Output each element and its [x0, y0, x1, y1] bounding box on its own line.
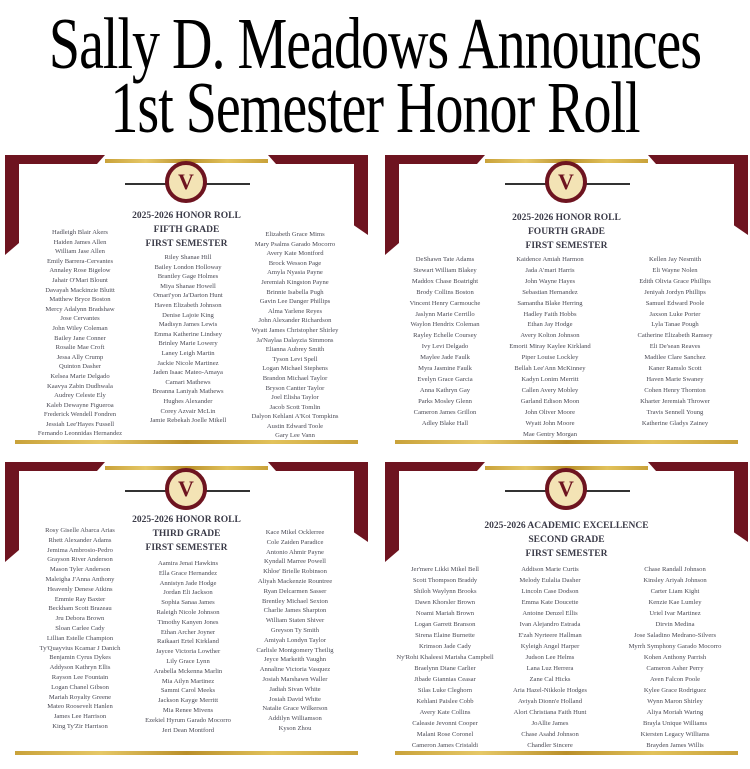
logo-letter: V: [178, 169, 194, 194]
student-name: Hadley Faith Hobbs: [523, 310, 577, 318]
frame-corner-left: [385, 155, 485, 164]
student-name: Haven Marie Swaney: [646, 375, 704, 383]
student-name: John Wiley Coleman: [52, 324, 108, 332]
panel-heading: 2025-2026 HONOR ROLL: [512, 213, 621, 223]
student-name: Kyndall Marree Powell: [264, 558, 326, 566]
panel-heading: 2025-2026 HONOR ROLL: [132, 211, 241, 221]
student-name: Ella Grace Hernandez: [158, 569, 218, 577]
student-name: Bellah Lee'Ann McKinney: [514, 365, 586, 373]
student-name: Lincoln Case Dodson: [521, 588, 579, 595]
student-name: Jaslynn Marie Cerrillo: [415, 310, 475, 318]
student-name: Maddox Chase Boatright: [411, 277, 479, 285]
student-name: Heavenly Denese Atkins: [47, 585, 113, 593]
honor-roll-panel: [5, 155, 368, 448]
student-name: Rhett Alexander Adams: [48, 536, 112, 544]
student-name: Kenzie Kae Lumley: [648, 599, 702, 606]
student-name: Alma Yarlene Reyes: [267, 307, 323, 315]
student-name: Elianna Aubrey Smith: [265, 346, 325, 354]
student-name: Natalie Grace Wilkerson: [262, 705, 328, 713]
student-name: Anna Kathryn Gay: [419, 386, 471, 394]
school-logo: [545, 468, 587, 510]
student-name: John Wayne Hayes: [524, 277, 576, 285]
student-name: Logan Michael Stephens: [262, 365, 328, 373]
student-name: Khloe' Brielle Robinson: [263, 568, 327, 576]
student-name: Emily Barrera-Cervantes: [46, 257, 114, 265]
name-column: [480, 255, 620, 440]
student-name: Brinley Marie Lowery: [158, 340, 218, 348]
student-name: Arabella Mckenna Marlin: [153, 667, 223, 675]
student-name: Piper Louise Lockley: [521, 354, 579, 362]
student-name: Annistyn Jade Hodge: [159, 579, 217, 587]
student-name: Amiyah Londyn Taylor: [263, 636, 327, 644]
student-name: John Alexander Richardson: [258, 317, 332, 325]
student-name: Myra Jasmine Faulk: [418, 365, 472, 373]
student-name: Sophia Sanaa James: [161, 599, 215, 607]
gold-bottom-bar: [15, 751, 358, 755]
student-name: Brock Wesson Page: [268, 259, 322, 267]
student-name: Jackson Kayge Merritt: [157, 697, 219, 705]
student-name: Emma Katherine Lindsey: [154, 330, 222, 338]
student-name: Chandler Sincere: [527, 742, 573, 749]
student-name: Emma Kate Doucette: [521, 599, 579, 606]
student-name: Kellen Jay Nesmith: [648, 256, 701, 263]
school-logo: [165, 468, 207, 510]
student-name: Callen Avery Mobley: [521, 386, 579, 394]
headline-line-1: Sally D. Meadows Announces: [48, 4, 702, 85]
student-name: Myrrh Symphony Garado Mocorro: [628, 643, 722, 650]
frame-corner-left: [385, 155, 399, 255]
student-name: Jordan Eli Jackson: [163, 589, 213, 597]
student-name: Ty'Quayvius Kcamar J Danich: [39, 644, 121, 652]
student-name: Jaden Isaac Mateo-Amaya: [153, 369, 223, 377]
panel-heading: FIRST SEMESTER: [145, 239, 228, 249]
student-name: Sloan Carlee Cady: [55, 624, 105, 632]
student-name: Josiah Marshawn Waller: [262, 675, 328, 683]
student-name: Kiersten Legacy Williams: [640, 731, 710, 738]
student-name: Kelsea Marie Delgado: [50, 372, 110, 380]
student-name: Kyson Zhou: [278, 724, 312, 732]
student-name: Mateo Roosevelt Hanlen: [47, 703, 113, 711]
student-name: Bailey Jane Conner: [54, 334, 106, 342]
student-name: Bryson Cantter Taylor: [265, 384, 325, 392]
student-name: Jaxson Luke Porter: [649, 310, 701, 318]
student-name: Corey Azvair McLin: [160, 407, 216, 415]
frame-corner-left: [385, 462, 485, 471]
student-name: John Oliver Moore: [524, 408, 576, 416]
frame-corner-right: [354, 155, 368, 235]
student-name: Joel Elisha Taylor: [271, 394, 319, 402]
student-name: Lillian Estelle Champion: [46, 634, 114, 642]
honor-roll-panel: [385, 462, 748, 769]
name-column: [480, 564, 620, 751]
frame-corner-right: [648, 462, 748, 471]
frame-corner-left: [385, 462, 399, 562]
student-name: Avery Kate Collins: [419, 709, 471, 716]
frame-corner-right: [268, 462, 368, 471]
student-name: Wynn Maron Shirley: [647, 698, 703, 705]
panel-heading: FOURTH GRADE: [528, 227, 605, 237]
student-name: Kace Mikel Ocklerree: [265, 529, 325, 536]
frame-corner-right: [648, 155, 748, 164]
student-name: Quinton Dasher: [59, 363, 101, 371]
student-name: Cole Zaiden Paradice: [266, 538, 324, 546]
student-name: Madisyn James Lewis: [158, 321, 218, 329]
student-name: Jose Cervantes: [60, 315, 100, 323]
student-name: Brayden James Willis: [646, 742, 704, 749]
headline-line-2: 1st Semester Honor Roll: [110, 68, 640, 149]
student-name: Addyson Kathryn Ellis: [49, 664, 111, 672]
student-name: Kehlani Paislee Cobb: [416, 698, 474, 705]
student-name: Kaidence Amiah Harmon: [516, 256, 584, 263]
student-name: Bailey London Holloway: [154, 263, 222, 271]
student-name: Jessiah Lee'Hayes Fussell: [45, 420, 115, 428]
student-name: Wyatt James Christopher Shirley: [251, 326, 339, 334]
student-name: Waylon Hendrix Coleman: [410, 321, 480, 329]
student-name: Aliya Moriah Waring: [646, 709, 704, 716]
student-name: Haiden James Allen: [53, 238, 107, 246]
student-name: Samuel Edward Poole: [645, 299, 705, 307]
student-name: Jru Debora Brown: [55, 615, 105, 623]
student-name: Josiah David White: [269, 695, 321, 703]
student-name: Jahair O'Mari Blount: [52, 276, 108, 284]
student-name: Jacob Scott Tomlin: [269, 403, 321, 411]
student-name: Gary Lee Vann: [275, 432, 315, 440]
student-name: Jer'mere Likki Mikel Bell: [410, 566, 480, 573]
student-name: Hughes Alexander: [163, 397, 213, 405]
student-name: Miya Shanae Howell: [160, 282, 216, 290]
student-name: Brinnie Isabella Pugh: [266, 288, 324, 296]
student-name: Mary Psalms Garado Mocorro: [254, 240, 336, 248]
student-name: Kyleigh Angel Harper: [520, 643, 580, 650]
student-name: Laney Leigh Martin: [161, 349, 215, 357]
student-name: Antonio Ahmir Payne: [266, 548, 324, 556]
student-name: Brody Collins Boston: [416, 288, 474, 296]
student-name: Dawn Khorsler Brown: [414, 599, 476, 606]
student-name: Emmie Ray Baxter: [54, 595, 106, 603]
student-name: Jada A'mari Harris: [525, 266, 575, 274]
student-name: Mae Gentry Morgan: [522, 430, 578, 438]
name-column: [225, 528, 365, 734]
student-name: Ja'Naylaa Dalayzia Simmons: [256, 336, 334, 344]
student-name: King Ty'Zir Harrison: [52, 722, 108, 730]
student-name: Amyla Nyasia Payne: [267, 269, 323, 277]
student-name: Eli Wayne Nolen: [652, 266, 698, 274]
student-name: Ethan Jay Hodge: [527, 321, 573, 329]
student-name: Uriel Ivar Martinez: [649, 610, 701, 617]
student-name: Matthew Bryce Boston: [49, 296, 111, 304]
school-logo: [545, 161, 587, 203]
student-name: Noami Mariah Brown: [415, 610, 475, 617]
student-name: Mason Tyler Anderson: [49, 566, 111, 574]
student-name: Rayson Lee Fountain: [51, 673, 109, 681]
student-name: Maylee Jade Faulk: [420, 354, 470, 362]
student-name: Sammi Carol Meeks: [160, 687, 216, 695]
panel-heading: 2025-2026 HONOR ROLL: [132, 515, 241, 525]
student-name: Annaley Rose Bigelow: [49, 267, 111, 275]
student-name: E'zah Nyrteere Hallman: [518, 632, 582, 639]
student-name: Kadyn Lonim Merritt: [521, 375, 579, 383]
student-name: Cameron James Cristaldi: [411, 742, 479, 749]
panel-heading: FIRST SEMESTER: [525, 549, 608, 559]
student-name: Ezekiel Hyrum Garado Mocorro: [145, 716, 231, 724]
student-name: Kaavya Zabin Dudhwala: [47, 382, 113, 390]
student-name: Travis Sennell Young: [646, 408, 704, 416]
student-name: Shiloh Waylynn Brooks: [413, 588, 477, 595]
logo-letter: V: [558, 169, 574, 194]
student-name: Frederick Wendell Fondren: [43, 411, 117, 419]
student-name: Brandon Michael Taylor: [262, 374, 328, 382]
student-name: Samantha Blake Herring: [517, 299, 583, 307]
student-name: Rosy Giselle Abarca Arias: [45, 527, 115, 534]
student-name: Jemima Ambrosio-Pedro: [47, 546, 113, 554]
student-name: Jeyce Markeith Vaughn: [263, 656, 327, 664]
student-name: Beckham Scott Brazeau: [48, 605, 112, 613]
student-name: Emorii Miray Kaylee Kirkland: [509, 343, 591, 351]
student-name: Breanna Laniyah Mathews: [152, 388, 224, 396]
student-name: Katherine Gladys Zainey: [641, 419, 709, 427]
student-name: Jaycee Victoria Lowther: [155, 648, 221, 656]
student-name: Rayley Echelle Coursey: [413, 332, 477, 340]
student-name: Melody Eulalia Dasher: [519, 577, 581, 584]
gold-bottom-bar: [395, 751, 738, 755]
student-name: Evelyn Grace Garcia: [417, 375, 473, 383]
student-name: Grayson River Anderson: [47, 556, 113, 564]
student-name: Caleasie Jevonni Cooper: [412, 720, 478, 727]
student-name: Jeremiah Kingston Payne: [261, 278, 329, 286]
student-name: Brentley Michael Sexton: [262, 597, 328, 605]
student-name: Vincent Henry Carmouche: [409, 299, 481, 307]
name-column: [225, 230, 365, 441]
student-name: Judson Lee Helms: [525, 654, 575, 661]
student-name: Sirena Elaine Burnette: [415, 632, 475, 639]
student-name: Jessa Ally Crump: [56, 353, 104, 361]
student-name: Parks Mosley Glenn: [418, 397, 472, 405]
student-name: Mariah Royalty Greene: [48, 693, 112, 701]
student-name: James Lee Harrison: [53, 713, 107, 721]
name-column: [605, 255, 745, 430]
student-name: JoAllie James: [531, 720, 569, 727]
student-name: Aviyah Dionn'e Holland: [517, 698, 583, 705]
student-name: Eli De'sean Reaves: [649, 343, 701, 351]
student-name: Jibade Giannias Ceasar: [414, 676, 476, 683]
panel-heading: 2025-2026 ACADEMIC EXCELLENCE: [484, 521, 649, 531]
student-name: Carlisle Montgomery Theilig: [256, 646, 334, 654]
student-name: Ny'Rohi Khaleesi Marisha Campbell: [396, 654, 494, 661]
student-name: DeShawn Tate Adams: [415, 256, 475, 263]
student-name: Lily Grace Lynn: [166, 657, 210, 665]
student-name: Austin Edward Toole: [266, 422, 324, 430]
student-name: Jadiah Sivan White: [269, 685, 321, 693]
student-name: Lyla Tanae Pough: [651, 321, 699, 329]
student-name: Jamie Rebekah Joelle Mikell: [149, 417, 227, 425]
student-name: William Staten Shiver: [265, 617, 325, 625]
name-column: [605, 564, 745, 751]
panel-heading: SECOND GRADE: [528, 535, 605, 545]
student-name: Gavin Lee Danger Phillips: [259, 298, 331, 306]
student-name: Audrey Celeste Ely: [54, 392, 106, 400]
student-name: Logan Chanel Gibson: [51, 683, 109, 691]
student-name: Ryan Delcarmen Sasser: [263, 587, 327, 595]
student-name: Omari'yon Ja'Darton Hunt: [153, 292, 223, 300]
student-name: Kinsley Ariyah Johnson: [643, 577, 707, 584]
student-name: Ivy Levi Delgado: [421, 343, 469, 351]
student-name: Wyatt John Moore: [525, 419, 575, 427]
student-name: Hadleigh Blair Akers: [51, 229, 109, 236]
student-name: Raleigh Nicole Johnson: [156, 608, 220, 616]
student-name: Dalyon Kehlani A'Koi Tompkins: [251, 413, 339, 421]
student-name: Charlie James Sharpton: [263, 607, 327, 615]
panel-heading: FIFTH GRADE: [153, 225, 220, 235]
student-name: Garland Edison Moon: [520, 397, 580, 405]
frame-corner-right: [734, 155, 748, 235]
student-name: Antoine Denzel Ellis: [522, 610, 578, 617]
student-name: Aven Falcon Poole: [649, 676, 701, 683]
student-name: Braelynn Diane Carlier: [414, 665, 476, 672]
logo-letter: V: [558, 476, 574, 501]
student-name: Chase Randall Johnson: [644, 566, 706, 573]
student-name: Madilee Clare Sanchez: [644, 354, 706, 362]
student-name: Silas Luke Cleghorn: [417, 687, 473, 694]
student-name: Adley Blake Hall: [421, 419, 469, 427]
student-name: Camari Mathews: [165, 378, 211, 386]
student-name: Elizabeth Grace Mims: [265, 231, 325, 238]
student-name: Lana Luz Herrera: [526, 665, 574, 672]
student-name: Dirvin Medina: [655, 621, 695, 628]
student-name: Timothy Kanyen Jones: [157, 618, 219, 626]
student-name: Stewart William Blakey: [413, 266, 477, 274]
student-name: Scott Thompson Braddy: [412, 577, 478, 584]
student-name: Ivan Alejandro Estrada: [519, 621, 581, 628]
student-name: Fernando Leonnidas Hernandez: [37, 430, 123, 438]
gold-bottom-bar: [395, 440, 738, 444]
student-name: Jose Saladino Medrano-Silvers: [633, 632, 717, 639]
student-name: Carter Liam Kight: [650, 588, 700, 595]
honor-roll-panel: [385, 155, 748, 448]
student-name: Avery Kate Montford: [266, 250, 324, 258]
frame-corner-left: [5, 462, 105, 471]
student-name: Zane Cal Hicks: [529, 676, 571, 683]
student-name: Mia Ailyn Martinez: [161, 677, 215, 685]
student-name: Cohen Henry Thornton: [644, 386, 706, 394]
student-name: Jeniyah Jordyn Phillips: [644, 288, 706, 296]
student-name: Brayla Unique Williams: [642, 720, 708, 727]
student-name: Catherine Elizabeth Ramsey: [637, 332, 713, 340]
student-name: Kaleb Dewayne Figueroa: [46, 401, 114, 409]
student-name: Chase Asahd Johnson: [521, 731, 579, 738]
student-name: Cameron James Grillon: [413, 408, 477, 416]
student-name: Jackie Nicole Martinez: [157, 359, 219, 367]
student-name: Raikaari Ertel Kirkland: [157, 638, 219, 646]
student-name: Jeri Dean Montford: [161, 726, 214, 734]
student-name: Maleigha J'Anna Anthony: [45, 575, 115, 583]
student-name: Logan Garrett Branson: [414, 621, 476, 628]
student-name: Kylee Grace Rodriguez: [643, 687, 707, 694]
logo-letter: V: [178, 476, 194, 501]
student-name: Addilyn Williamson: [268, 715, 322, 723]
student-name: Greyson Ty Smith: [270, 626, 320, 634]
student-name: Tyson Levi Spell: [272, 355, 318, 363]
student-name: Ethan Archer Joyner: [160, 628, 216, 636]
student-name: Annaline Victoria Vasquez: [259, 666, 331, 674]
student-name: William Jase Allen: [55, 248, 105, 256]
student-name: Benjamin Cyrus Dykes: [49, 654, 111, 662]
student-name: Davayah Mackinzie Bluitt: [45, 286, 115, 294]
student-name: Denise Lajoie King: [162, 311, 214, 319]
student-name: Avery Kolton Johnson: [520, 332, 580, 340]
student-name: Addison Marie Curtis: [521, 566, 579, 573]
honor-roll-panel: [5, 462, 368, 769]
student-name: Kaner Ramslo Scott: [648, 365, 702, 373]
student-name: Aliyah Mackenzie Rountree: [257, 577, 333, 585]
student-name: Sebastian Hernandez: [522, 288, 578, 296]
student-name: Kohen Anthony Parrish: [643, 654, 707, 661]
student-name: Mia Renee Mivens: [162, 706, 214, 714]
student-name: Rosalie Mae Croft: [55, 344, 105, 352]
student-name: Krimson Jade Cady: [418, 643, 471, 650]
panel-heading: THIRD GRADE: [152, 529, 221, 539]
school-logo: [165, 161, 207, 203]
student-name: Riley Shanae Hill: [164, 254, 212, 261]
student-name: Alori Christiana Faith Hunt: [513, 709, 587, 716]
student-name: Edith Olivia Grace Phillips: [639, 277, 711, 285]
frame-corner-right: [268, 155, 368, 164]
panel-heading: FIRST SEMESTER: [525, 241, 608, 251]
student-name: Kharter Jeremiah Thrower: [640, 397, 710, 405]
student-name: Cameron Asher Perry: [646, 665, 704, 672]
student-name: Aamira Jenai Hawkins: [157, 560, 219, 567]
student-name: Aria Hazel-Nikkole Hodges: [513, 687, 587, 694]
student-name: Brantley Gage Holmes: [157, 273, 219, 281]
student-name: Mercy Adalynn Bradshaw: [45, 305, 115, 313]
student-name: Malani Rose Coronel: [416, 731, 474, 738]
frame-corner-left: [5, 155, 105, 164]
panel-heading: FIRST SEMESTER: [145, 543, 228, 553]
student-name: Haven Elizabeth Johnson: [154, 301, 222, 309]
